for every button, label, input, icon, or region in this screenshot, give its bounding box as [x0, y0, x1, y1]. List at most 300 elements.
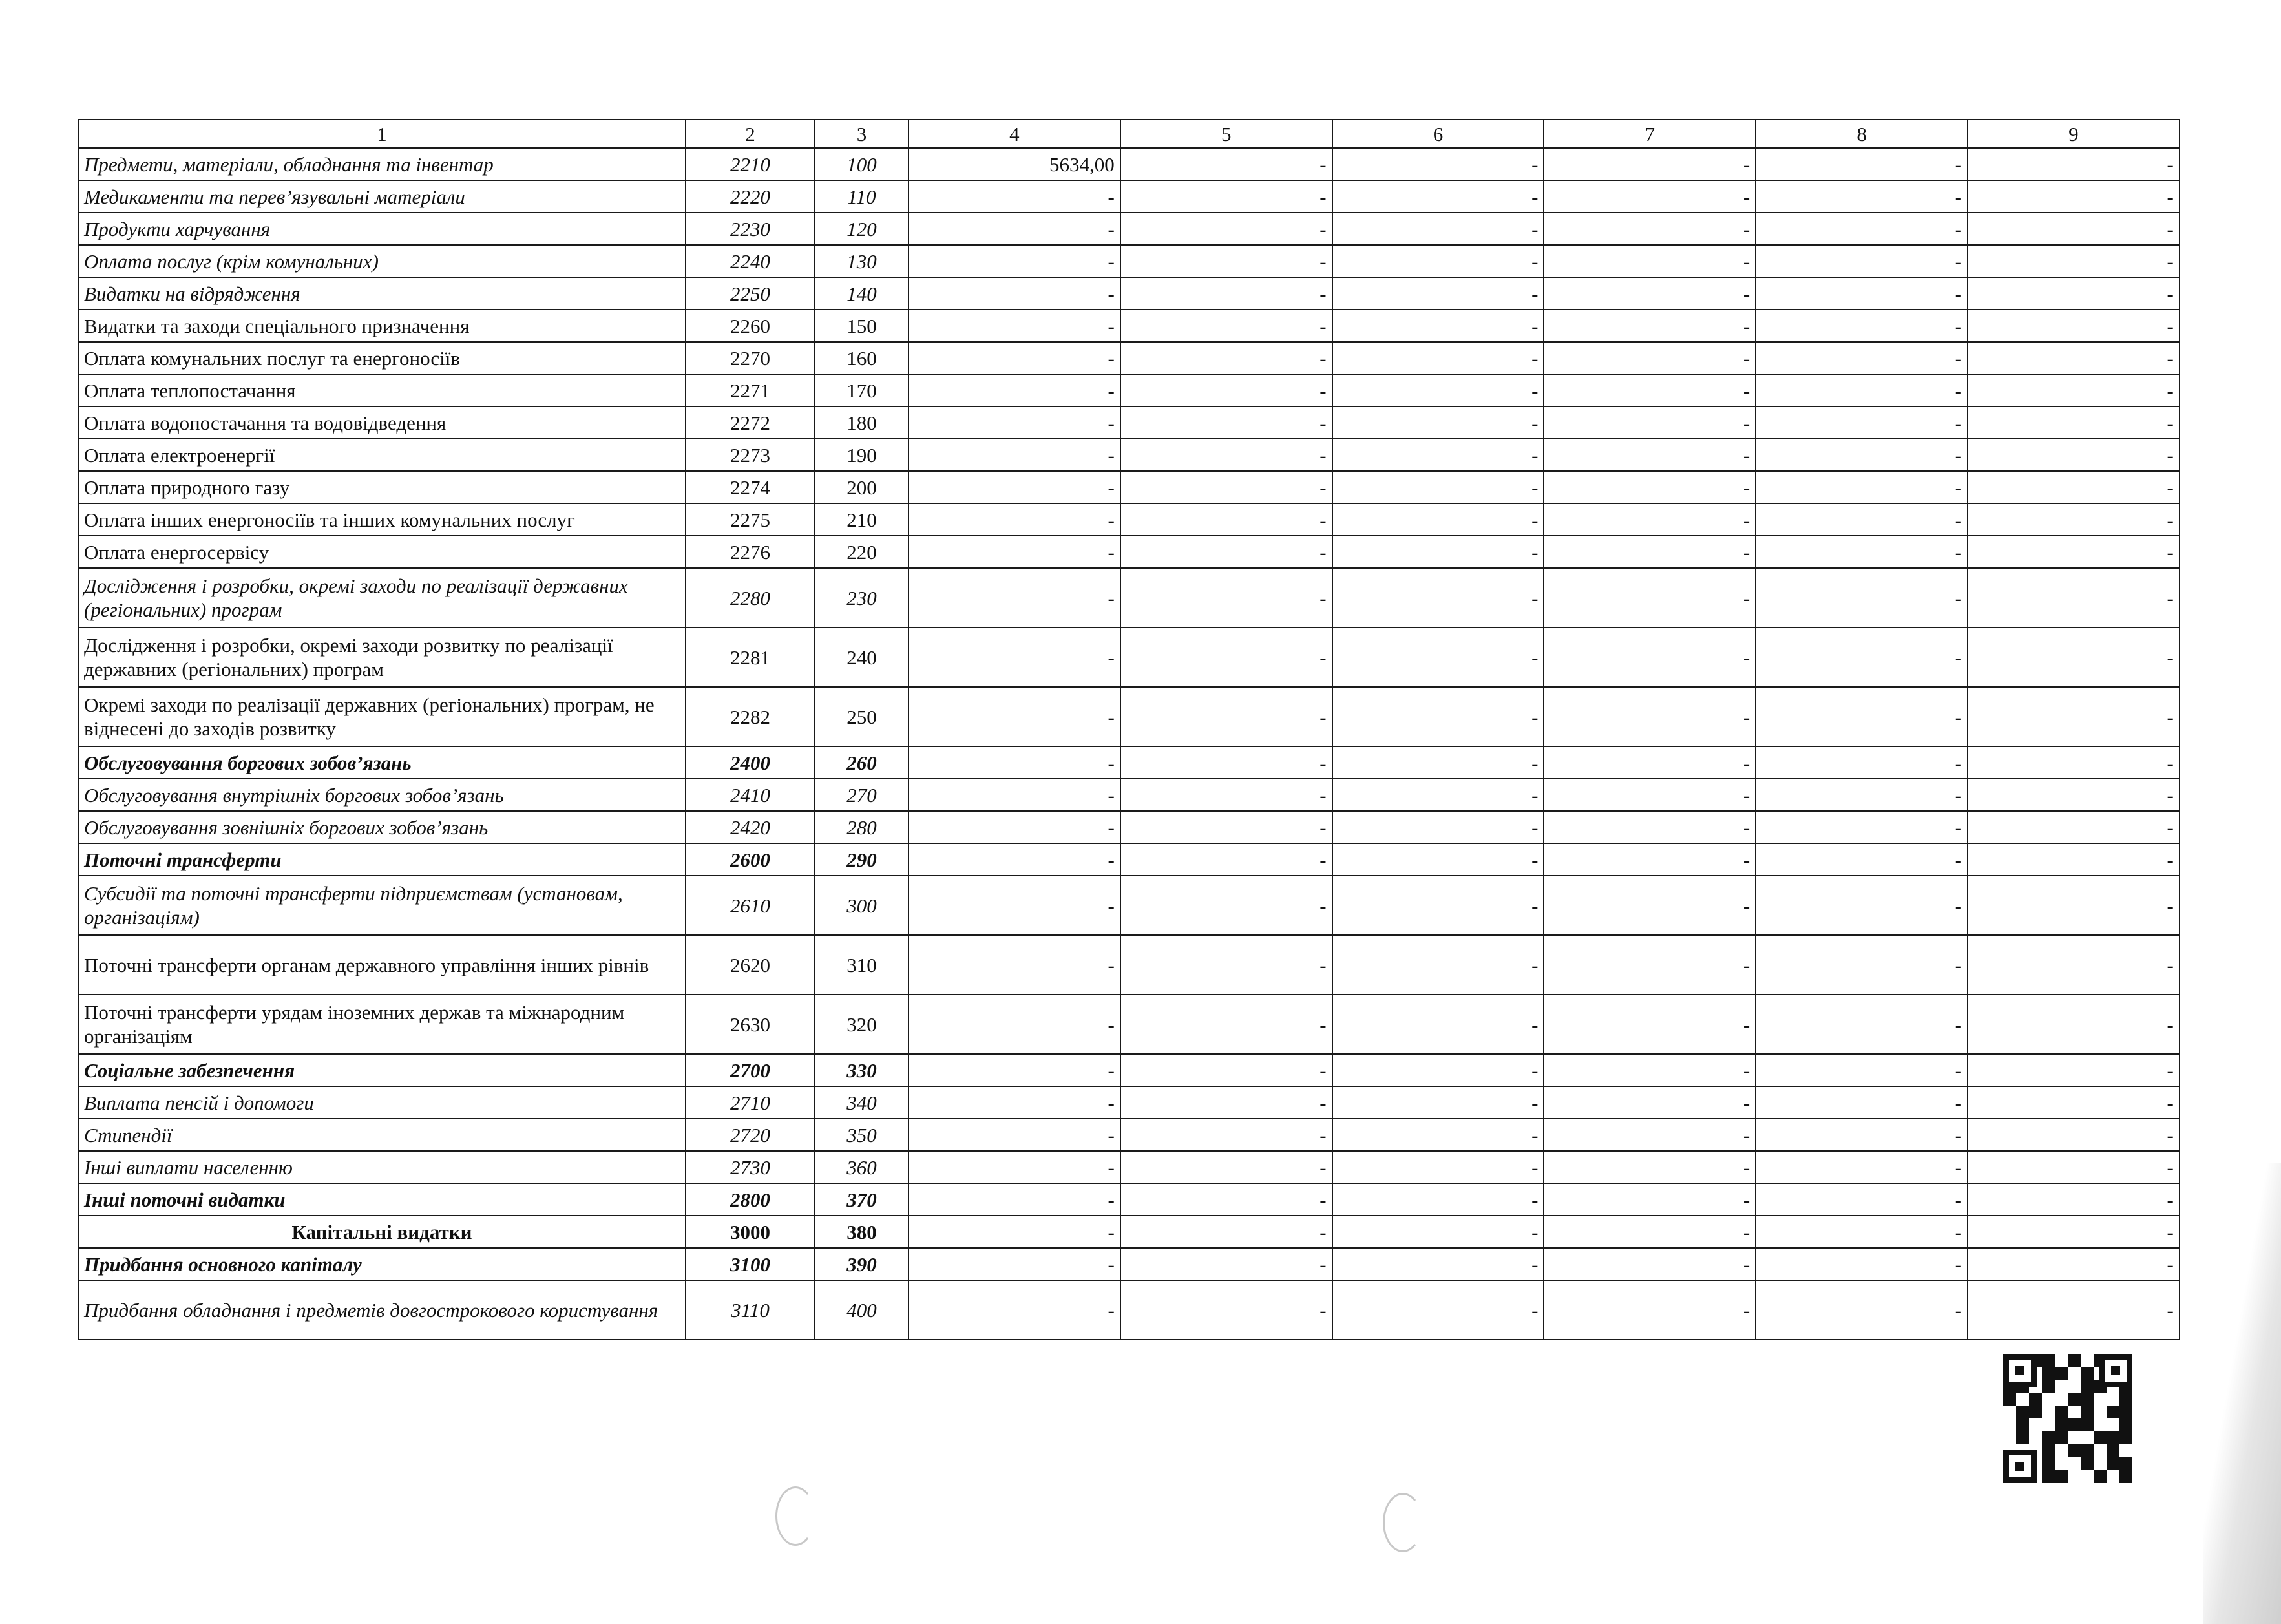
budget-expenditure-table: [78, 119, 2180, 1340]
value-cell-6: -: [1332, 245, 1544, 277]
column-header: 4: [909, 120, 1120, 148]
column-header: 2: [686, 120, 815, 148]
value-cell-7: -: [1544, 342, 1756, 374]
value-cell-8: -: [1756, 1248, 1968, 1280]
table-row: [78, 1151, 2180, 1183]
value-cell-4: -: [909, 277, 1120, 310]
value-cell-5: -: [1120, 374, 1332, 406]
row-label: Видатки та заходи спеціального призначення: [78, 310, 686, 342]
value-cell-4: -: [909, 995, 1120, 1054]
value-cell-4: -: [909, 1119, 1120, 1151]
value-cell-9: -: [1968, 746, 2180, 779]
row-label: Поточні трансферти урядам іноземних держав та міжнародним організаціям: [78, 995, 686, 1054]
value-cell-5: -: [1120, 213, 1332, 245]
value-cell-6: -: [1332, 995, 1544, 1054]
value-cell-8: -: [1756, 1151, 1968, 1183]
value-cell-8: -: [1756, 245, 1968, 277]
table-row: [78, 843, 2180, 876]
qr-module: [2081, 1393, 2094, 1406]
value-cell-4: -: [909, 1248, 1120, 1280]
kekv-code: 2730: [686, 1151, 815, 1183]
qr-module: [2081, 1444, 2094, 1457]
qr-module: [2107, 1444, 2119, 1457]
column-header: 1: [78, 120, 686, 148]
qr-module: [2055, 1444, 2068, 1457]
table-row: [78, 687, 2180, 746]
qr-module: [2042, 1354, 2055, 1367]
value-cell-8: -: [1756, 213, 1968, 245]
qr-module: [2119, 1431, 2132, 1444]
value-cell-8: -: [1756, 1119, 1968, 1151]
kekv-code: 3110: [686, 1280, 815, 1340]
kekv-code: 2800: [686, 1183, 815, 1216]
qr-module: [2094, 1444, 2107, 1457]
qr-module: [2094, 1457, 2107, 1470]
qr-module: [2081, 1406, 2094, 1418]
kekv-code: 2273: [686, 439, 815, 471]
value-cell-4: -: [909, 627, 1120, 687]
table-row: [78, 439, 2180, 471]
column-header: 9: [1968, 120, 2180, 148]
value-cell-5: -: [1120, 1151, 1332, 1183]
qr-module: [2068, 1393, 2081, 1406]
value-cell-6: -: [1332, 876, 1544, 935]
value-cell-5: -: [1120, 342, 1332, 374]
kekv-code: 2420: [686, 811, 815, 843]
qr-module: [2119, 1444, 2132, 1457]
value-cell-8: -: [1756, 843, 1968, 876]
qr-module: [2119, 1470, 2132, 1483]
table-row: [78, 779, 2180, 811]
value-cell-6: -: [1332, 746, 1544, 779]
qr-module: [2042, 1444, 2055, 1457]
row-label: Дослідження і розробки, окремі заходи розвитку по реалізації державних (регіональних) програм: [78, 627, 686, 687]
row-label: Інші виплати населенню: [78, 1151, 686, 1183]
value-cell-7: -: [1544, 843, 1756, 876]
qr-finder-pattern: [2003, 1450, 2037, 1483]
value-cell-7: -: [1544, 1183, 1756, 1216]
value-cell-6: -: [1332, 1248, 1544, 1280]
kekv-code: 2282: [686, 687, 815, 746]
value-cell-5: -: [1120, 627, 1332, 687]
line-code: 200: [815, 471, 909, 503]
value-cell-9: -: [1968, 779, 2180, 811]
qr-module: [2119, 1418, 2132, 1431]
kekv-code: 2276: [686, 536, 815, 568]
kekv-code: 2271: [686, 374, 815, 406]
qr-module: [2003, 1431, 2016, 1444]
value-cell-8: -: [1756, 1086, 1968, 1119]
qr-module: [2029, 1406, 2042, 1418]
value-cell-7: -: [1544, 687, 1756, 746]
value-cell-7: -: [1544, 148, 1756, 180]
table-body: [78, 120, 2180, 1340]
value-cell-4: -: [909, 687, 1120, 746]
value-cell-7: -: [1544, 627, 1756, 687]
table-row: [78, 310, 2180, 342]
qr-module: [2016, 1418, 2029, 1431]
line-code: 300: [815, 876, 909, 935]
row-label: Оплата послуг (крім комунальних): [78, 245, 686, 277]
value-cell-6: -: [1332, 374, 1544, 406]
qr-module: [2107, 1457, 2119, 1470]
qr-module: [2055, 1367, 2068, 1380]
table-row: [78, 471, 2180, 503]
table-row: [78, 406, 2180, 439]
line-code: 330: [815, 1054, 909, 1086]
value-cell-7: -: [1544, 568, 1756, 627]
table-row: [78, 374, 2180, 406]
value-cell-5: -: [1120, 471, 1332, 503]
kekv-code: 2410: [686, 779, 815, 811]
line-code: 190: [815, 439, 909, 471]
qr-module: [2107, 1393, 2119, 1406]
value-cell-6: -: [1332, 310, 1544, 342]
table-row: [78, 180, 2180, 213]
qr-module: [2016, 1393, 2029, 1406]
qr-module: [2068, 1406, 2081, 1418]
value-cell-5: -: [1120, 245, 1332, 277]
qr-module: [2068, 1418, 2081, 1431]
column-header: 6: [1332, 120, 1544, 148]
value-cell-6: -: [1332, 536, 1544, 568]
value-cell-6: -: [1332, 1151, 1544, 1183]
qr-module: [2055, 1380, 2068, 1393]
line-code: 150: [815, 310, 909, 342]
table-row: [78, 1086, 2180, 1119]
qr-module: [2055, 1470, 2068, 1483]
qr-module: [2068, 1431, 2081, 1444]
value-cell-4: -: [909, 1216, 1120, 1248]
value-cell-6: -: [1332, 1216, 1544, 1248]
value-cell-6: -: [1332, 1183, 1544, 1216]
value-cell-8: -: [1756, 1216, 1968, 1248]
value-cell-8: -: [1756, 536, 1968, 568]
line-code: 310: [815, 935, 909, 995]
binder-hole-mark: [775, 1486, 815, 1546]
qr-module: [2094, 1470, 2107, 1483]
qr-module: [2068, 1444, 2081, 1457]
value-cell-7: -: [1544, 310, 1756, 342]
value-cell-5: -: [1120, 811, 1332, 843]
value-cell-7: -: [1544, 876, 1756, 935]
row-label: Капітальні видатки: [78, 1216, 686, 1248]
row-label: Поточні трансферти органам державного управління інших рівнів: [78, 935, 686, 995]
value-cell-5: -: [1120, 1248, 1332, 1280]
line-code: 340: [815, 1086, 909, 1119]
value-cell-9: -: [1968, 1086, 2180, 1119]
value-cell-4: -: [909, 374, 1120, 406]
row-label: Медикаменти та перев’язувальні матеріали: [78, 180, 686, 213]
qr-module: [2094, 1393, 2107, 1406]
qr-module: [2029, 1418, 2042, 1431]
value-cell-8: -: [1756, 503, 1968, 536]
value-cell-5: -: [1120, 503, 1332, 536]
row-label: Придбання основного капіталу: [78, 1248, 686, 1280]
value-cell-4: -: [909, 1280, 1120, 1340]
value-cell-6: -: [1332, 471, 1544, 503]
value-cell-9: -: [1968, 687, 2180, 746]
value-cell-5: -: [1120, 779, 1332, 811]
value-cell-8: -: [1756, 568, 1968, 627]
row-label: Обслуговування зовнішніх боргових зобов’язань: [78, 811, 686, 843]
qr-module: [2042, 1457, 2055, 1470]
value-cell-6: -: [1332, 1280, 1544, 1340]
value-cell-7: -: [1544, 245, 1756, 277]
value-cell-7: -: [1544, 779, 1756, 811]
value-cell-7: -: [1544, 536, 1756, 568]
line-code: 270: [815, 779, 909, 811]
value-cell-9: -: [1968, 277, 2180, 310]
line-code: 250: [815, 687, 909, 746]
qr-module: [2055, 1393, 2068, 1406]
qr-module: [2081, 1418, 2094, 1431]
qr-module: [2107, 1418, 2119, 1431]
column-number-row: [78, 120, 2180, 148]
value-cell-7: -: [1544, 1151, 1756, 1183]
value-cell-7: -: [1544, 1086, 1756, 1119]
line-code: 240: [815, 627, 909, 687]
value-cell-9: -: [1968, 1280, 2180, 1340]
value-cell-4: -: [909, 342, 1120, 374]
column-header: 8: [1756, 120, 1968, 148]
row-label: Інші поточні видатки: [78, 1183, 686, 1216]
kekv-code: 2274: [686, 471, 815, 503]
table-row: [78, 342, 2180, 374]
value-cell-7: -: [1544, 746, 1756, 779]
row-label: Окремі заходи по реалізації державних (регіональних) програм, не віднесені до заходів розвитку: [78, 687, 686, 746]
value-cell-9: -: [1968, 1054, 2180, 1086]
value-cell-8: -: [1756, 1280, 1968, 1340]
value-cell-8: -: [1756, 180, 1968, 213]
qr-module: [2081, 1470, 2094, 1483]
qr-module: [2042, 1367, 2055, 1380]
kekv-code: 2620: [686, 935, 815, 995]
value-cell-4: -: [909, 935, 1120, 995]
line-code: 290: [815, 843, 909, 876]
table-row: [78, 503, 2180, 536]
line-code: 140: [815, 277, 909, 310]
value-cell-6: -: [1332, 342, 1544, 374]
kekv-code: 2270: [686, 342, 815, 374]
qr-module: [2042, 1380, 2055, 1393]
value-cell-9: -: [1968, 1151, 2180, 1183]
qr-module: [2081, 1354, 2094, 1367]
line-code: 390: [815, 1248, 909, 1280]
table-row: [78, 1280, 2180, 1340]
kekv-code: 2210: [686, 148, 815, 180]
row-label: Оплата водопостачання та водовідведення: [78, 406, 686, 439]
qr-module: [2055, 1418, 2068, 1431]
value-cell-8: -: [1756, 935, 1968, 995]
value-cell-8: -: [1756, 687, 1968, 746]
value-cell-8: -: [1756, 310, 1968, 342]
value-cell-8: -: [1756, 811, 1968, 843]
qr-module: [2119, 1457, 2132, 1470]
qr-module: [2068, 1457, 2081, 1470]
line-code: 110: [815, 180, 909, 213]
table-row: [78, 277, 2180, 310]
value-cell-9: -: [1968, 439, 2180, 471]
line-code: 230: [815, 568, 909, 627]
row-label: Видатки на відрядження: [78, 277, 686, 310]
line-code: 170: [815, 374, 909, 406]
line-code: 280: [815, 811, 909, 843]
value-cell-9: -: [1968, 148, 2180, 180]
value-cell-9: -: [1968, 876, 2180, 935]
value-cell-6: -: [1332, 180, 1544, 213]
kekv-code: 2250: [686, 277, 815, 310]
value-cell-9: -: [1968, 503, 2180, 536]
value-cell-9: -: [1968, 536, 2180, 568]
value-cell-5: -: [1120, 1119, 1332, 1151]
line-code: 320: [815, 995, 909, 1054]
value-cell-5: -: [1120, 180, 1332, 213]
value-cell-6: -: [1332, 439, 1544, 471]
qr-module: [2042, 1470, 2055, 1483]
value-cell-6: -: [1332, 843, 1544, 876]
kekv-code: 2275: [686, 503, 815, 536]
table-row: [78, 811, 2180, 843]
qr-module: [2042, 1406, 2055, 1418]
value-cell-5: -: [1120, 277, 1332, 310]
value-cell-4: -: [909, 1086, 1120, 1119]
qr-module: [2094, 1406, 2107, 1418]
value-cell-6: -: [1332, 406, 1544, 439]
value-cell-7: -: [1544, 213, 1756, 245]
value-cell-7: -: [1544, 374, 1756, 406]
value-cell-7: -: [1544, 471, 1756, 503]
qr-module: [2107, 1470, 2119, 1483]
value-cell-5: -: [1120, 876, 1332, 935]
value-cell-9: -: [1968, 406, 2180, 439]
value-cell-5: -: [1120, 687, 1332, 746]
qr-module: [2081, 1431, 2094, 1444]
value-cell-8: -: [1756, 148, 1968, 180]
table-row: [78, 1119, 2180, 1151]
value-cell-4: -: [909, 503, 1120, 536]
value-cell-6: -: [1332, 503, 1544, 536]
value-cell-4: -: [909, 310, 1120, 342]
kekv-code: 3000: [686, 1216, 815, 1248]
value-cell-9: -: [1968, 935, 2180, 995]
value-cell-7: -: [1544, 439, 1756, 471]
column-header: 5: [1120, 120, 1332, 148]
value-cell-6: -: [1332, 568, 1544, 627]
kekv-code: 2272: [686, 406, 815, 439]
value-cell-4: -: [909, 439, 1120, 471]
value-cell-5: -: [1120, 1086, 1332, 1119]
value-cell-8: -: [1756, 342, 1968, 374]
value-cell-4: -: [909, 1054, 1120, 1086]
kekv-code: 2720: [686, 1119, 815, 1151]
value-cell-4: -: [909, 811, 1120, 843]
value-cell-5: -: [1120, 1280, 1332, 1340]
row-label: Оплата електроенергії: [78, 439, 686, 471]
row-label: Предмети, матеріали, обладнання та інвентар: [78, 148, 686, 180]
page-edge-shadow: [2203, 1163, 2281, 1624]
value-cell-9: -: [1968, 374, 2180, 406]
table-row: [78, 1216, 2180, 1248]
table-row: [78, 245, 2180, 277]
table-row: [78, 1183, 2180, 1216]
value-cell-5: -: [1120, 746, 1332, 779]
value-cell-5: -: [1120, 1216, 1332, 1248]
qr-finder-pattern: [2099, 1354, 2132, 1387]
table-row: [78, 1054, 2180, 1086]
qr-module: [2003, 1393, 2016, 1406]
value-cell-9: -: [1968, 1183, 2180, 1216]
qr-module: [2068, 1367, 2081, 1380]
row-label: Соціальне забезпечення: [78, 1054, 686, 1086]
value-cell-4: -: [909, 1183, 1120, 1216]
row-label: Продукти харчування: [78, 213, 686, 245]
value-cell-5: -: [1120, 439, 1332, 471]
value-cell-6: -: [1332, 1054, 1544, 1086]
qr-module: [2016, 1431, 2029, 1444]
value-cell-8: -: [1756, 627, 1968, 687]
row-label: Оплата енергосервісу: [78, 536, 686, 568]
value-cell-5: -: [1120, 843, 1332, 876]
row-label: Придбання обладнання і предметів довгострокового користування: [78, 1280, 686, 1340]
value-cell-5: -: [1120, 536, 1332, 568]
value-cell-9: -: [1968, 1248, 2180, 1280]
column-header: 7: [1544, 120, 1756, 148]
value-cell-9: -: [1968, 568, 2180, 627]
kekv-code: 2220: [686, 180, 815, 213]
qr-module: [2042, 1431, 2055, 1444]
value-cell-5: -: [1120, 406, 1332, 439]
table-row: [78, 568, 2180, 627]
qr-module: [2003, 1418, 2016, 1431]
line-code: 380: [815, 1216, 909, 1248]
value-cell-7: -: [1544, 1248, 1756, 1280]
value-cell-8: -: [1756, 374, 1968, 406]
value-cell-4: -: [909, 876, 1120, 935]
value-cell-4: -: [909, 746, 1120, 779]
value-cell-8: -: [1756, 439, 1968, 471]
table-row: [78, 213, 2180, 245]
value-cell-4: -: [909, 213, 1120, 245]
value-cell-7: -: [1544, 1054, 1756, 1086]
row-label: Обслуговування внутрішніх боргових зобов’язань: [78, 779, 686, 811]
kekv-code: 2630: [686, 995, 815, 1054]
value-cell-6: -: [1332, 687, 1544, 746]
qr-module: [2055, 1354, 2068, 1367]
value-cell-4: -: [909, 245, 1120, 277]
value-cell-7: -: [1544, 1119, 1756, 1151]
kekv-code: 2280: [686, 568, 815, 627]
value-cell-7: -: [1544, 1280, 1756, 1340]
qr-finder-pattern: [2003, 1354, 2037, 1387]
value-cell-8: -: [1756, 876, 1968, 935]
row-label: Виплата пенсій і допомоги: [78, 1086, 686, 1119]
value-cell-8: -: [1756, 779, 1968, 811]
value-cell-8: -: [1756, 406, 1968, 439]
value-cell-4: -: [909, 1151, 1120, 1183]
row-label: Оплата інших енергоносіїв та інших комунальних послуг: [78, 503, 686, 536]
value-cell-9: -: [1968, 180, 2180, 213]
value-cell-9: -: [1968, 995, 2180, 1054]
line-code: 350: [815, 1119, 909, 1151]
line-code: 160: [815, 342, 909, 374]
table-row: [78, 935, 2180, 995]
qr-module: [2068, 1470, 2081, 1483]
kekv-code: 2400: [686, 746, 815, 779]
value-cell-8: -: [1756, 1054, 1968, 1086]
qr-module: [2029, 1431, 2042, 1444]
value-cell-9: -: [1968, 310, 2180, 342]
